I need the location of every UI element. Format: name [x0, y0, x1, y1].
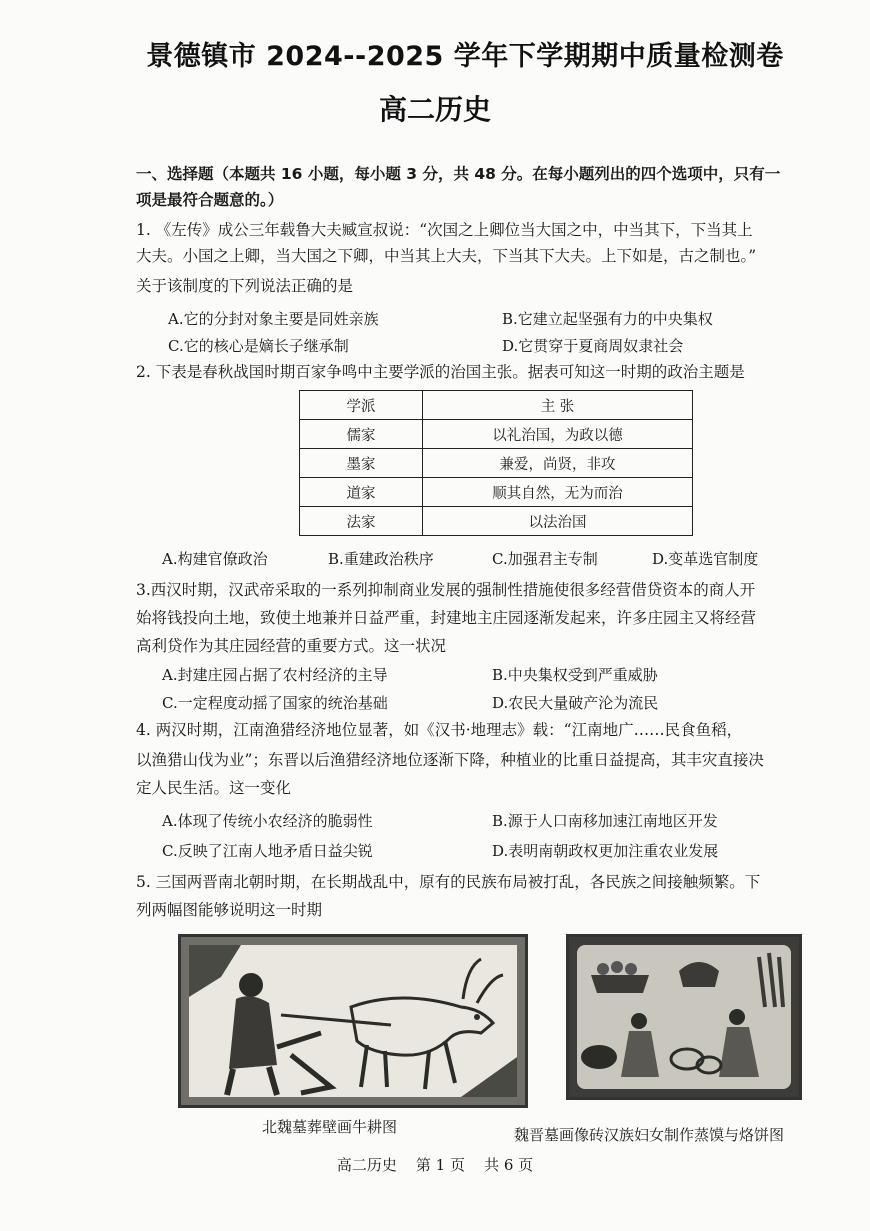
q1-option-a: A.它的分封对象主要是同姓亲族 — [168, 310, 379, 328]
q2-option-a: A.构建官僚政治 — [162, 550, 268, 568]
q3-stem-1: 3.西汉时期，汉武帝采取的一系列抑制商业发展的强制性措施使很多经营借贷资本的商人开 — [136, 581, 756, 599]
q3-stem-2: 始将钱投向土地，致使土地兼并日益严重，封建地主庄园逐渐发起来，许多庄园主又将经营 — [136, 609, 757, 627]
cooking-brick-image — [566, 934, 802, 1100]
q4-option-c: C.反映了江南人地矛盾日益尖锐 — [162, 842, 373, 860]
table-row — [300, 507, 693, 536]
table-cell: 道家 — [300, 478, 423, 507]
table-cell: 顺其自然，无为而治 — [423, 478, 693, 507]
q1-option-d: D.它贯穿于夏商周奴隶社会 — [502, 337, 684, 355]
page-footer — [0, 1154, 870, 1175]
caption-left: 北魏墓葬壁画牛耕图 — [262, 1118, 398, 1136]
q5-stem-1: 5. 三国两晋南北朝时期，在长期战乱中，原有的民族布局被打乱，各民族之间接触频繁。下 — [136, 873, 761, 891]
exam-subject: 高二历史 — [378, 93, 491, 126]
footer-page: 第 1 页 — [415, 1156, 465, 1174]
q4-stem-2: 以渔猎山伐为业”；东晋以后渔猎经济地位逐渐下降，种植业的比重日益提高，其丰灾直接决 — [136, 751, 764, 769]
q3-option-d: D.农民大量破产沦为流民 — [492, 694, 659, 712]
table-cell: 墨家 — [300, 449, 423, 478]
q4-option-a: A.体现了传统小农经济的脆弱性 — [162, 812, 373, 830]
table-row — [300, 478, 693, 507]
q2-option-d: D.变革选官制度 — [652, 550, 759, 568]
q3-option-a: A.封建庄园占据了农村经济的主导 — [162, 666, 388, 684]
table-cell: 兼爱，尚贤，非攻 — [423, 449, 693, 478]
q1-stem-1: 1. 《左传》成公三年载鲁大夫臧宣叔说：“次国之上卿位当大国之中，中当其下，下当其上 — [136, 221, 753, 239]
caption-right: 魏晋墓画像砖汉族妇女制作蒸馍与烙饼图 — [514, 1126, 785, 1144]
q1-option-b: B.它建立起坚强有力的中央集权 — [502, 310, 713, 328]
q4-stem-1: 4. 两汉时期，江南渔猎经济地位显著，如《汉书·地理志》载：“江南地广……民食鱼稻， — [136, 721, 743, 739]
table-header-cell: 学派 — [300, 391, 423, 420]
q2-option-b: B.重建政治秩序 — [328, 550, 434, 568]
q3-stem-3: 高利贷作为其庄园经营的重要方式。这一状况 — [136, 637, 447, 655]
footer-total: 共 6 页 — [484, 1156, 534, 1174]
q1-stem-2: 大夫。小国之上卿，当大国之下卿，中当其上大夫，下当其下大夫。上下如是，古之制也。” — [136, 247, 757, 265]
q1-option-c: C.它的核心是嫡长子继承制 — [168, 337, 349, 355]
exam-title: 景德镇市 2024--2025 学年下学期期中质量检测卷 — [146, 41, 784, 72]
table-header-row — [300, 391, 693, 420]
table-cell: 以礼治国，为政以德 — [423, 420, 693, 449]
school-table — [299, 390, 693, 536]
q2-option-c: C.加强君主专制 — [492, 550, 598, 568]
table-cell: 以法治国 — [423, 507, 693, 536]
section-heading-cont: 项是最符合题意的。） — [136, 191, 284, 209]
table-cell: 儒家 — [300, 420, 423, 449]
q2-stem: 2. 下表是春秋战国时期百家争鸣中主要学派的治国主张。据表可知这一时期的政治主题是 — [136, 363, 745, 381]
q5-stem-2: 列两幅图能够说明这一时期 — [136, 901, 323, 919]
q3-option-b: B.中央集权受到严重威胁 — [492, 666, 658, 684]
table-cell: 法家 — [300, 507, 423, 536]
table-row — [300, 449, 693, 478]
q3-option-c: C.一定程度动摇了国家的统治基础 — [162, 694, 388, 712]
footer-subject: 高二历史 — [336, 1156, 397, 1174]
table-row — [300, 420, 693, 449]
q4-option-d: D.表明南朝政权更加注重农业发展 — [492, 842, 719, 860]
q4-stem-3: 定人民生活。这一变化 — [136, 779, 292, 797]
q4-option-b: B.源于人口南移加速江南地区开发 — [492, 812, 718, 830]
table-header-cell: 主 张 — [423, 391, 693, 420]
section-heading: 一、选择题（本题共 16 小题，每小题 3 分，共 48 分。在每小题列出的四个选项中，只有一 — [136, 165, 781, 183]
q1-stem-3: 关于该制度的下列说法正确的是 — [136, 277, 354, 295]
ox-plowing-mural-image — [178, 934, 528, 1108]
